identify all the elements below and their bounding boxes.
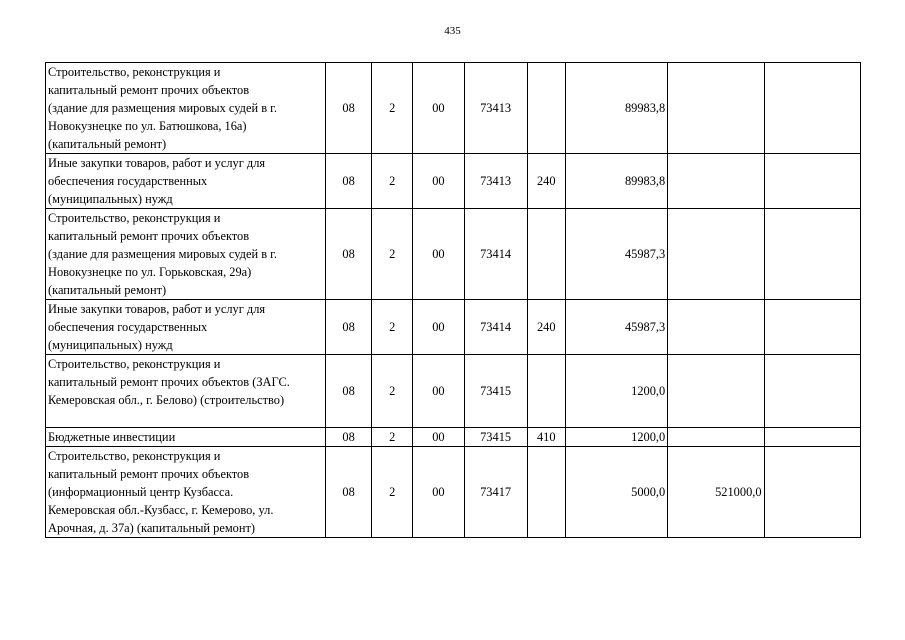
description-line: капитальный ремонт прочих объектов xyxy=(48,467,250,481)
subsection-code-cell: 2 xyxy=(372,154,413,209)
amount-cell-3 xyxy=(764,154,860,209)
row-description xyxy=(46,355,326,428)
expense-type-cell xyxy=(527,447,565,538)
amount-cell-3 xyxy=(764,355,860,428)
row-description xyxy=(46,209,326,300)
page-number: 435 xyxy=(444,25,461,37)
subsection-code-cell: 2 xyxy=(372,209,413,300)
amount-cell: 45987,3 xyxy=(565,209,667,300)
expense-type-cell: 240 xyxy=(527,154,565,209)
table-body xyxy=(46,63,861,538)
description-line: (муниципальных) нужд xyxy=(48,338,173,352)
subsection-code-cell: 2 xyxy=(372,300,413,355)
amount-cell: 1200,0 xyxy=(565,428,667,447)
amount-cell-2 xyxy=(668,355,764,428)
program-code-cell: 00 xyxy=(413,447,464,538)
amount-cell: 5000,0 xyxy=(565,447,667,538)
description-line: Кемеровская обл., г. Белово) (строительство) xyxy=(48,393,285,407)
subsection-code-cell: 2 xyxy=(372,355,413,428)
description-line: (муниципальных) нужд xyxy=(48,192,173,206)
section-code-cell: 08 xyxy=(326,447,372,538)
amount-cell-2 xyxy=(668,63,764,154)
amount-cell: 89983,8 xyxy=(565,154,667,209)
table-row xyxy=(46,447,861,538)
description-line xyxy=(48,409,323,427)
expense-type-cell xyxy=(527,209,565,300)
amount-cell-2 xyxy=(668,300,764,355)
section-code-cell: 08 xyxy=(326,209,372,300)
expense-type-cell xyxy=(527,63,565,154)
description-line: Строительство, реконструкция и xyxy=(48,65,221,79)
target-code-cell: 73413 xyxy=(464,154,527,209)
amount-cell-3 xyxy=(764,63,860,154)
description-line: обеспечения государственных xyxy=(48,174,208,188)
description-line: (информационный центр Кузбасса. xyxy=(48,485,234,499)
row-description xyxy=(46,428,326,447)
expense-type-cell xyxy=(527,355,565,428)
table-row xyxy=(46,63,861,154)
section-code-cell: 08 xyxy=(326,63,372,154)
amount-cell: 89983,8 xyxy=(565,63,667,154)
section-code-cell: 08 xyxy=(326,154,372,209)
row-description xyxy=(46,300,326,355)
description-line: (капитальный ремонт) xyxy=(48,283,167,297)
section-code-cell: 08 xyxy=(326,428,372,447)
row-description xyxy=(46,447,326,538)
description-line: Кемеровская обл.-Кузбасс, г. Кемерово, ул. xyxy=(48,503,274,517)
program-code-cell: 00 xyxy=(413,428,464,447)
description-line: Иные закупки товаров, работ и услуг для xyxy=(48,156,266,170)
target-code-cell: 73414 xyxy=(464,300,527,355)
description-line: капитальный ремонт прочих объектов xyxy=(48,83,250,97)
program-code-cell: 00 xyxy=(413,63,464,154)
description-line: Строительство, реконструкция и xyxy=(48,357,221,371)
section-code-cell: 08 xyxy=(326,300,372,355)
amount-cell-2 xyxy=(668,154,764,209)
table-row xyxy=(46,300,861,355)
description-line: капитальный ремонт прочих объектов (ЗАГС. xyxy=(48,375,290,389)
subsection-code-cell: 2 xyxy=(372,447,413,538)
amount-cell-2 xyxy=(668,428,764,447)
description-line: Строительство, реконструкция и xyxy=(48,449,221,463)
budget-table xyxy=(45,62,861,538)
expense-type-cell: 410 xyxy=(527,428,565,447)
amount-cell-2: 521000,0 xyxy=(668,447,764,538)
description-line: Бюджетные инвестиции xyxy=(48,430,176,444)
description-line: Новокузнецке по ул. Горьковская, 29а) xyxy=(48,265,252,279)
program-code-cell: 00 xyxy=(413,154,464,209)
target-code-cell: 73417 xyxy=(464,447,527,538)
amount-cell-3 xyxy=(764,209,860,300)
amount-cell-2 xyxy=(668,209,764,300)
description-line: обеспечения государственных xyxy=(48,320,208,334)
table-row xyxy=(46,355,861,428)
amount-cell: 1200,0 xyxy=(565,355,667,428)
target-code-cell: 73415 xyxy=(464,355,527,428)
table-row xyxy=(46,209,861,300)
expense-type-cell: 240 xyxy=(527,300,565,355)
description-line: Строительство, реконструкция и xyxy=(48,211,221,225)
description-line: Арочная, д. 37а) (капитальный ремонт) xyxy=(48,521,256,535)
table-row xyxy=(46,154,861,209)
program-code-cell: 00 xyxy=(413,209,464,300)
description-line: (здание для размещения мировых судей в г. xyxy=(48,247,277,261)
subsection-code-cell: 2 xyxy=(372,63,413,154)
target-code-cell: 73413 xyxy=(464,63,527,154)
subsection-code-cell: 2 xyxy=(372,428,413,447)
amount-cell: 45987,3 xyxy=(565,300,667,355)
description-line: Иные закупки товаров, работ и услуг для xyxy=(48,302,266,316)
row-description xyxy=(46,154,326,209)
amount-cell-3 xyxy=(764,300,860,355)
row-description xyxy=(46,63,326,154)
description-line: (здание для размещения мировых судей в г. xyxy=(48,101,277,115)
section-code-cell: 08 xyxy=(326,355,372,428)
description-line: Новокузнецке по ул. Батюшкова, 16а) xyxy=(48,119,247,133)
amount-cell-3 xyxy=(764,447,860,538)
program-code-cell: 00 xyxy=(413,300,464,355)
description-line: капитальный ремонт прочих объектов xyxy=(48,229,250,243)
program-code-cell: 00 xyxy=(413,355,464,428)
target-code-cell: 73415 xyxy=(464,428,527,447)
table-row xyxy=(46,428,861,447)
description-line: (капитальный ремонт) xyxy=(48,137,167,151)
target-code-cell: 73414 xyxy=(464,209,527,300)
amount-cell-3 xyxy=(764,428,860,447)
